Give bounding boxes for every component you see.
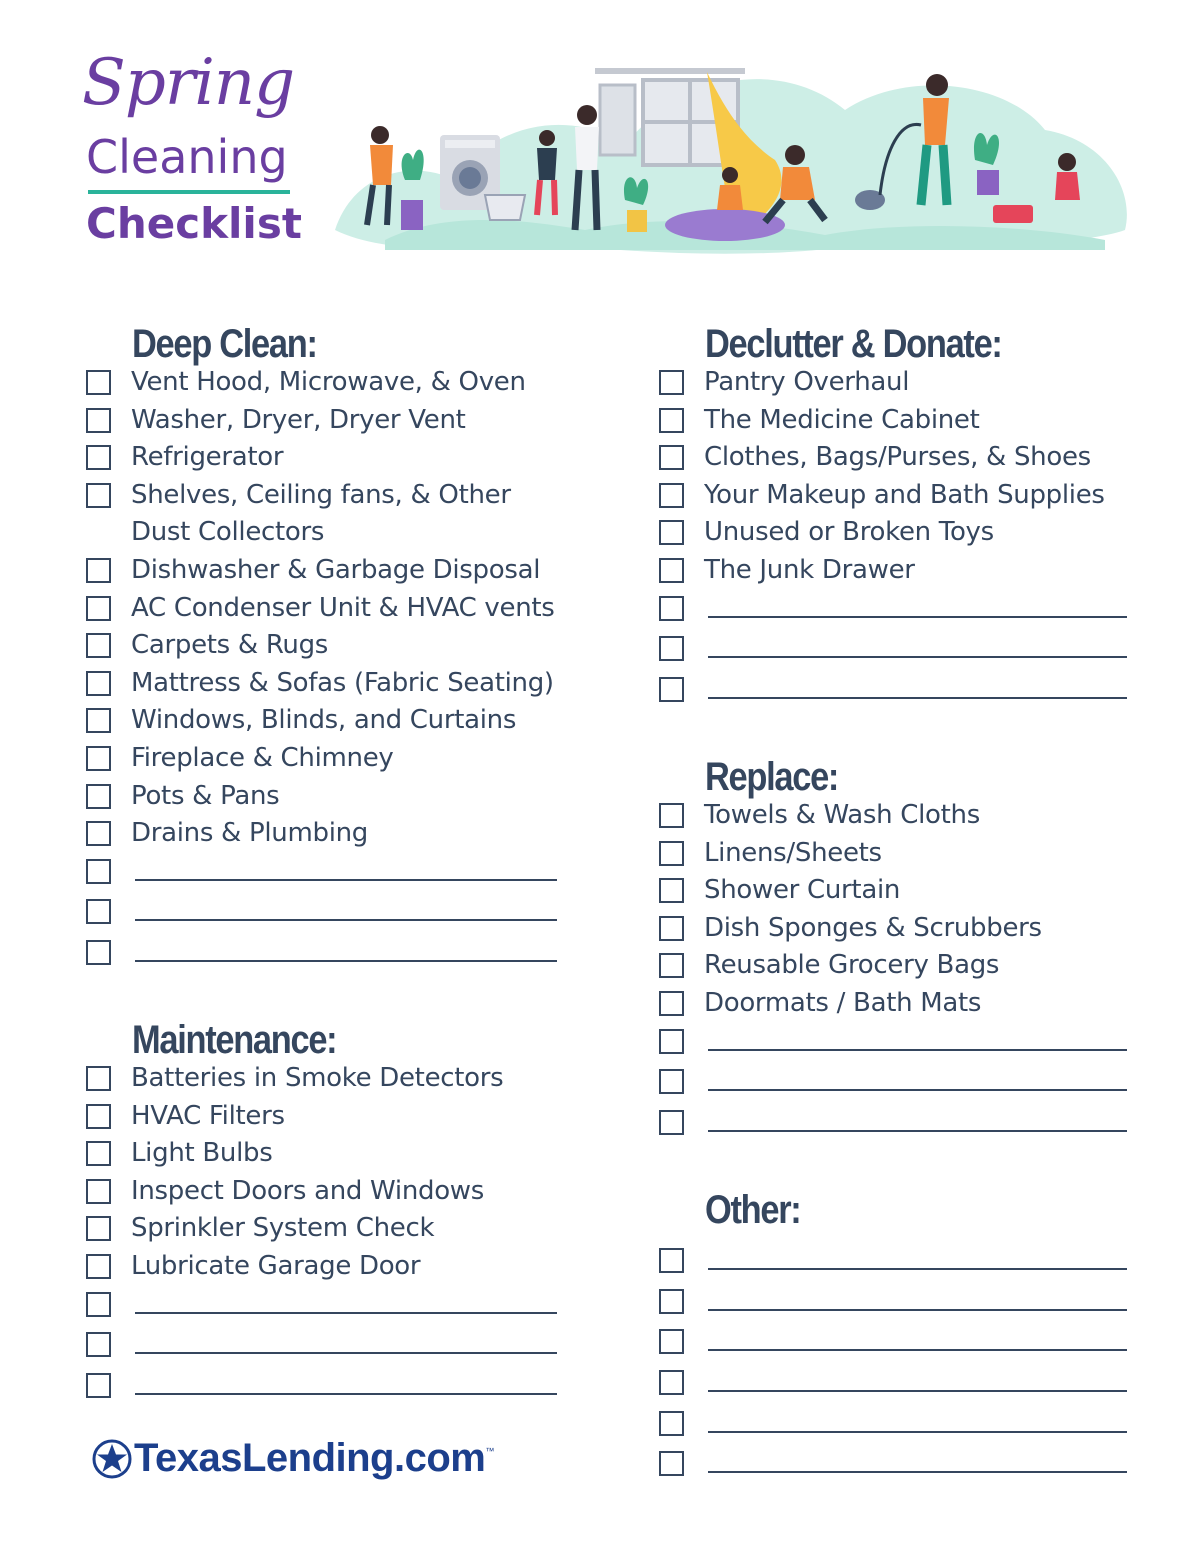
checkbox[interactable] bbox=[86, 1179, 111, 1204]
checkbox[interactable] bbox=[86, 1104, 111, 1129]
write-in-line[interactable] bbox=[708, 1089, 1127, 1091]
title-checklist: Checklist bbox=[86, 199, 302, 248]
write-in-line[interactable] bbox=[135, 1312, 557, 1314]
checklist-item-label: Refrigerator bbox=[131, 442, 284, 473]
checklist-item bbox=[86, 1135, 576, 1173]
blank-checklist-item bbox=[659, 630, 1127, 671]
checklist-item bbox=[659, 514, 1127, 552]
checklist-item-label: Reusable Grocery Bags bbox=[704, 950, 1000, 981]
checklist bbox=[86, 1060, 576, 1408]
checkbox[interactable] bbox=[659, 483, 684, 508]
blank-checklist-item bbox=[659, 1323, 1127, 1364]
checklist-item bbox=[659, 910, 1127, 948]
checklist-item-label: Unused or Broken Toys bbox=[704, 517, 994, 548]
laundry-basket-icon bbox=[485, 195, 525, 220]
write-in-line[interactable] bbox=[708, 1130, 1127, 1132]
checkbox[interactable] bbox=[659, 1289, 684, 1314]
blank-checklist-item bbox=[659, 1063, 1127, 1104]
checkbox[interactable] bbox=[659, 677, 684, 702]
checkbox[interactable] bbox=[86, 899, 111, 924]
write-in-line[interactable] bbox=[708, 1471, 1127, 1473]
logo-trademark: ™ bbox=[485, 1446, 495, 1456]
section-heading: Replace: bbox=[705, 755, 839, 799]
section-deep-clean bbox=[86, 322, 576, 975]
checklist bbox=[659, 797, 1127, 1145]
checklist bbox=[659, 1242, 1127, 1486]
blank-checklist-item bbox=[659, 671, 1127, 712]
checkbox[interactable] bbox=[659, 558, 684, 583]
checklist-item-label: Sprinkler System Check bbox=[131, 1213, 435, 1244]
checkbox[interactable] bbox=[86, 483, 111, 508]
write-in-line[interactable] bbox=[135, 960, 557, 962]
checklist-item-label: Doormats / Bath Mats bbox=[704, 987, 982, 1018]
checkbox[interactable] bbox=[86, 1141, 111, 1166]
checkbox[interactable] bbox=[86, 784, 111, 809]
write-in-line[interactable] bbox=[708, 1049, 1127, 1051]
tub-icon bbox=[993, 205, 1033, 223]
checklist-item bbox=[86, 1248, 576, 1286]
checklist bbox=[659, 364, 1127, 712]
write-in-line[interactable] bbox=[708, 1431, 1127, 1433]
checkbox[interactable] bbox=[86, 633, 111, 658]
section-maintenance bbox=[86, 1018, 576, 1408]
checklist-item-label: HVAC Filters bbox=[131, 1100, 285, 1131]
checklist-item-label: The Medicine Cabinet bbox=[704, 404, 980, 435]
checkbox[interactable] bbox=[659, 1451, 684, 1476]
cleaning-family-illustration bbox=[325, 50, 1135, 270]
blank-checklist-item bbox=[86, 893, 576, 934]
checkbox[interactable] bbox=[86, 596, 111, 621]
section-replace bbox=[659, 755, 1127, 1145]
checklist-item bbox=[86, 1210, 576, 1248]
blank-checklist-item bbox=[659, 590, 1127, 631]
checklist-item-label: Linens/Sheets bbox=[704, 837, 882, 868]
checklist-item-label: Carpets & Rugs bbox=[131, 630, 329, 661]
checklist-item bbox=[86, 815, 576, 853]
checkbox[interactable] bbox=[659, 991, 684, 1016]
checkbox[interactable] bbox=[659, 953, 684, 978]
checkbox[interactable] bbox=[86, 859, 111, 884]
checklist-item bbox=[659, 947, 1127, 985]
checklist-item-label: Lubricate Garage Door bbox=[131, 1250, 421, 1281]
checklist-item-label: Your Makeup and Bath Supplies bbox=[704, 479, 1105, 510]
checklist-item-label: Windows, Blinds, and Curtains bbox=[131, 705, 517, 736]
checkbox[interactable] bbox=[86, 1254, 111, 1279]
checklist-item-label: Towels & Wash Cloths bbox=[704, 800, 980, 830]
texaslending-logo[interactable] bbox=[92, 1436, 494, 1481]
write-in-line[interactable] bbox=[708, 656, 1127, 658]
checklist-item-label: Shower Curtain bbox=[704, 875, 901, 906]
write-in-line[interactable] bbox=[135, 1352, 557, 1354]
write-in-line[interactable] bbox=[708, 1309, 1127, 1311]
checklist-item-label: Pots & Pans bbox=[131, 780, 280, 811]
checkbox[interactable] bbox=[659, 1110, 684, 1135]
checklist bbox=[86, 364, 576, 975]
checkbox[interactable] bbox=[659, 916, 684, 941]
write-in-line[interactable] bbox=[708, 1349, 1127, 1351]
checkbox[interactable] bbox=[659, 636, 684, 661]
checklist-item bbox=[86, 552, 576, 590]
checklist-item-label: Vent Hood, Microwave, & Oven bbox=[131, 367, 526, 397]
checkbox[interactable] bbox=[86, 1332, 111, 1357]
checklist-item bbox=[86, 439, 576, 477]
blank-checklist-item bbox=[86, 1286, 576, 1327]
checklist-item bbox=[659, 402, 1127, 440]
blank-checklist-item bbox=[86, 1367, 576, 1408]
checklist-item-label: Light Bulbs bbox=[131, 1138, 273, 1169]
section-declutter-donate bbox=[659, 322, 1127, 712]
checklist-item-label: The Junk Drawer bbox=[704, 554, 915, 585]
blank-checklist-item bbox=[86, 934, 576, 975]
blank-checklist-item bbox=[659, 1405, 1127, 1446]
checkbox[interactable] bbox=[659, 803, 684, 828]
checklist-item bbox=[659, 439, 1127, 477]
checkbox[interactable] bbox=[86, 558, 111, 583]
checklist-item bbox=[86, 740, 576, 778]
checklist-item bbox=[86, 402, 576, 440]
write-in-line[interactable] bbox=[135, 919, 557, 921]
blank-checklist-item bbox=[659, 1104, 1127, 1145]
checklist-item bbox=[659, 797, 1127, 835]
page-title bbox=[82, 48, 302, 250]
blank-checklist-item bbox=[659, 1283, 1127, 1324]
checklist-item bbox=[659, 477, 1127, 515]
checkbox[interactable] bbox=[86, 370, 111, 395]
checklist-item bbox=[86, 665, 576, 703]
checkbox[interactable] bbox=[659, 1248, 684, 1273]
write-in-line[interactable] bbox=[135, 1393, 557, 1395]
checkbox[interactable] bbox=[659, 370, 684, 395]
title-cleaning: Cleaning bbox=[86, 130, 288, 184]
checkbox[interactable] bbox=[86, 746, 111, 771]
checklist-item-label: Clothes, Bags/Purses, & Shoes bbox=[704, 442, 1091, 473]
checkbox[interactable] bbox=[86, 940, 111, 965]
checkbox[interactable] bbox=[86, 445, 111, 470]
checklist-item bbox=[86, 627, 576, 665]
write-in-line[interactable] bbox=[708, 1390, 1127, 1392]
blank-checklist-item bbox=[86, 853, 576, 894]
write-in-line[interactable] bbox=[708, 1268, 1127, 1270]
checkbox[interactable] bbox=[86, 1373, 111, 1398]
checkbox[interactable] bbox=[659, 445, 684, 470]
checkbox[interactable] bbox=[659, 841, 684, 866]
checklist-item-label: Dish Sponges & Scrubbers bbox=[704, 912, 1042, 943]
checklist-item-label: Fireplace & Chimney bbox=[131, 742, 394, 773]
blank-checklist-item bbox=[86, 1326, 576, 1367]
section-heading: Maintenance: bbox=[132, 1018, 337, 1062]
checkbox[interactable] bbox=[659, 520, 684, 545]
checklist-item-label: Shelves, Ceiling fans, & Other Dust Collectors bbox=[131, 479, 511, 548]
blank-checklist-item bbox=[659, 1242, 1127, 1283]
logo-text: TexasLending.com bbox=[134, 1436, 486, 1480]
checkbox[interactable] bbox=[86, 1292, 111, 1317]
checklist-item bbox=[86, 1098, 576, 1136]
rug-icon bbox=[665, 209, 785, 241]
title-spring: Spring bbox=[82, 46, 295, 120]
checkbox[interactable] bbox=[86, 671, 111, 696]
checklist-item-label: Washer, Dryer, Dryer Vent bbox=[131, 404, 466, 435]
checkbox[interactable] bbox=[86, 1066, 111, 1091]
checklist-item-label: AC Condenser Unit & HVAC vents bbox=[131, 592, 555, 623]
checklist-item bbox=[659, 985, 1127, 1023]
checklist-item bbox=[86, 1173, 576, 1211]
star-icon bbox=[92, 1439, 132, 1479]
checkbox[interactable] bbox=[659, 596, 684, 621]
checkbox[interactable] bbox=[659, 408, 684, 433]
checklist-item-label: Drains & Plumbing bbox=[131, 818, 369, 849]
checklist-item-label: Inspect Doors and Windows bbox=[131, 1175, 485, 1206]
section-heading: Other: bbox=[705, 1188, 801, 1232]
blank-checklist-item bbox=[659, 1364, 1127, 1405]
checkbox[interactable] bbox=[659, 1029, 684, 1054]
checkbox[interactable] bbox=[659, 878, 684, 903]
section-heading: Declutter & Donate: bbox=[705, 322, 1002, 366]
write-in-line[interactable] bbox=[708, 697, 1127, 699]
blank-checklist-item bbox=[659, 1023, 1127, 1064]
checklist-item bbox=[86, 778, 576, 816]
checkbox[interactable] bbox=[86, 821, 111, 846]
checklist-item-label: Batteries in Smoke Detectors bbox=[131, 1063, 504, 1093]
write-in-line[interactable] bbox=[708, 616, 1127, 618]
checklist-item-label: Pantry Overhaul bbox=[704, 367, 910, 397]
blank-checklist-item bbox=[659, 1445, 1127, 1486]
checklist-item bbox=[659, 552, 1127, 590]
section-heading: Deep Clean: bbox=[132, 322, 317, 366]
checkbox[interactable] bbox=[86, 408, 111, 433]
checklist-item bbox=[86, 477, 576, 552]
checkbox[interactable] bbox=[86, 708, 111, 733]
checklist-item bbox=[86, 590, 576, 628]
checkbox[interactable] bbox=[659, 1411, 684, 1436]
checklist-item-label: Mattress & Sofas (Fabric Seating) bbox=[131, 667, 554, 698]
checklist-item bbox=[86, 1060, 576, 1098]
checkbox[interactable] bbox=[86, 1216, 111, 1241]
checkbox[interactable] bbox=[659, 1329, 684, 1354]
write-in-line[interactable] bbox=[135, 879, 557, 881]
section-other bbox=[659, 1188, 1127, 1486]
checklist-item bbox=[659, 835, 1127, 873]
checkbox[interactable] bbox=[659, 1069, 684, 1094]
checklist-item-label: Dishwasher & Garbage Disposal bbox=[131, 554, 541, 585]
checklist-item bbox=[86, 702, 576, 740]
checklist-item bbox=[659, 872, 1127, 910]
title-divider bbox=[88, 190, 290, 194]
checklist-item bbox=[86, 364, 576, 402]
checkbox[interactable] bbox=[659, 1370, 684, 1395]
checklist-item bbox=[659, 364, 1127, 402]
